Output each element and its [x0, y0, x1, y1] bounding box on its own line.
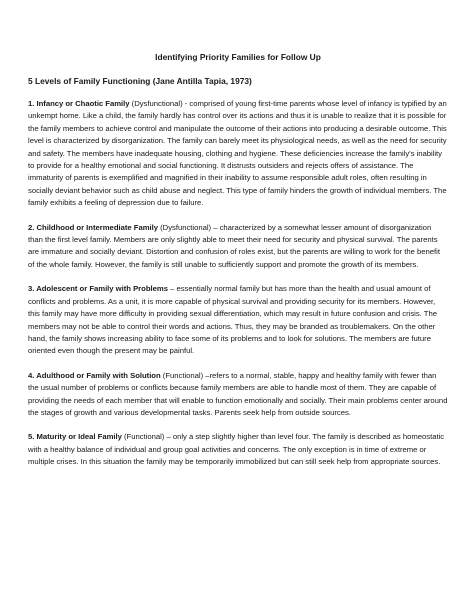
level-2-heading: 2. Childhood or Intermediate Family [28, 222, 159, 232]
level-2-text: – characterized by a somewhat lesser amount of disorganization than the first level family. Members are only slightly able to meet their need for security and physical survival. The parents are immature and socially deviant. Distortion and confusion of roles exist, but the parents are willing to work for the benefit of the whole family. However, the family is still unable to sufficiently support and promote the growth of its members. [28, 222, 440, 269]
level-5-heading: 5. Maturity or Ideal Family [28, 432, 122, 442]
level-2-paragraph [28, 222, 448, 272]
level-5-type: (Functional) [121, 432, 165, 442]
level-1-type: (Dysfunctional) [129, 99, 183, 108]
level-5-text: – only a step slightly higher than level four. The family is described as homeostatic with a healthy balance of individual and group goal activities and concerns. The only exception is in time of extreme or multiple crises. In this situation the family may be temporarily immobilized but can still seek help from appropriate sources. [28, 432, 445, 467]
level-2-type: (Dysfunctional) [158, 222, 212, 232]
level-3-heading: 3. Adolescent or Family with Problems [28, 284, 168, 294]
level-4-text: –refers to a normal, stable, happy and healthy family with fewer than the usual number of problems or conflicts because family members are able to handle most of them. They are capable of providing the needs of each member that will enable to function emotionally and socially. Their main problems center around the stages of growth and various developmental tasks. Parents seek help from outside sources. [28, 370, 448, 417]
level-5-paragraph [28, 431, 448, 468]
section-heading: 5 Levels of Family Functioning (Jane Antilla Tapia, 1973) [28, 76, 252, 86]
level-3-paragraph [28, 283, 448, 357]
document-page [28, 52, 448, 481]
level-1-paragraph [28, 98, 448, 210]
level-1-heading: 1. Infancy or Chaotic Family [28, 99, 130, 108]
level-3-text: – essentially normal family but has more than the health and usual amount of conflicts and problems. As a unit, it is more capable of physical survival and providing security for its members. However, this family may have more difficulty in providing sexual differentiation, which may result in future confusion and crisis. The members may not be able to control their words and actions. Thus, they may be branded as troublemakers. On the other hand, the family shows increasing ability to face some of its problems and to look for solutions. The members are future oriented even though the present may be painful. [28, 284, 437, 356]
level-1-text: - comprised of young first-time parents whose level of infancy is typified by an unkempt home. Like a child, the family hardly has control over its actions and thus it is unable to realize that it is possible for the family members to achieve control and manipulate the outcome of their actions into producing a desirable outcome. This level is characterized by disorganization. The family can barely meet its physiological needs, as well as the need for security and safety. The members have inadequate housing, clothing and hygiene. These deficiencies increase the family's inability to provide for a healthy emotional and social functioning. It distrusts outsiders and rejects offers of assistance. The immaturity of parents is exemplified and magnified in their inability to assume responsible adult roles, often resulting in socially deviant behavior such as child abuse and neglect. This type of family hinders the growth of individual members. The family exhibits a feeling of depression due to failure. [28, 99, 447, 208]
level-4-heading: 4. Adulthood or Family with Solution [28, 370, 161, 380]
level-4-paragraph [28, 370, 448, 420]
document-title: Identifying Priority Families for Follow Up [155, 52, 321, 62]
level-4-type: (Functional) [160, 370, 204, 380]
